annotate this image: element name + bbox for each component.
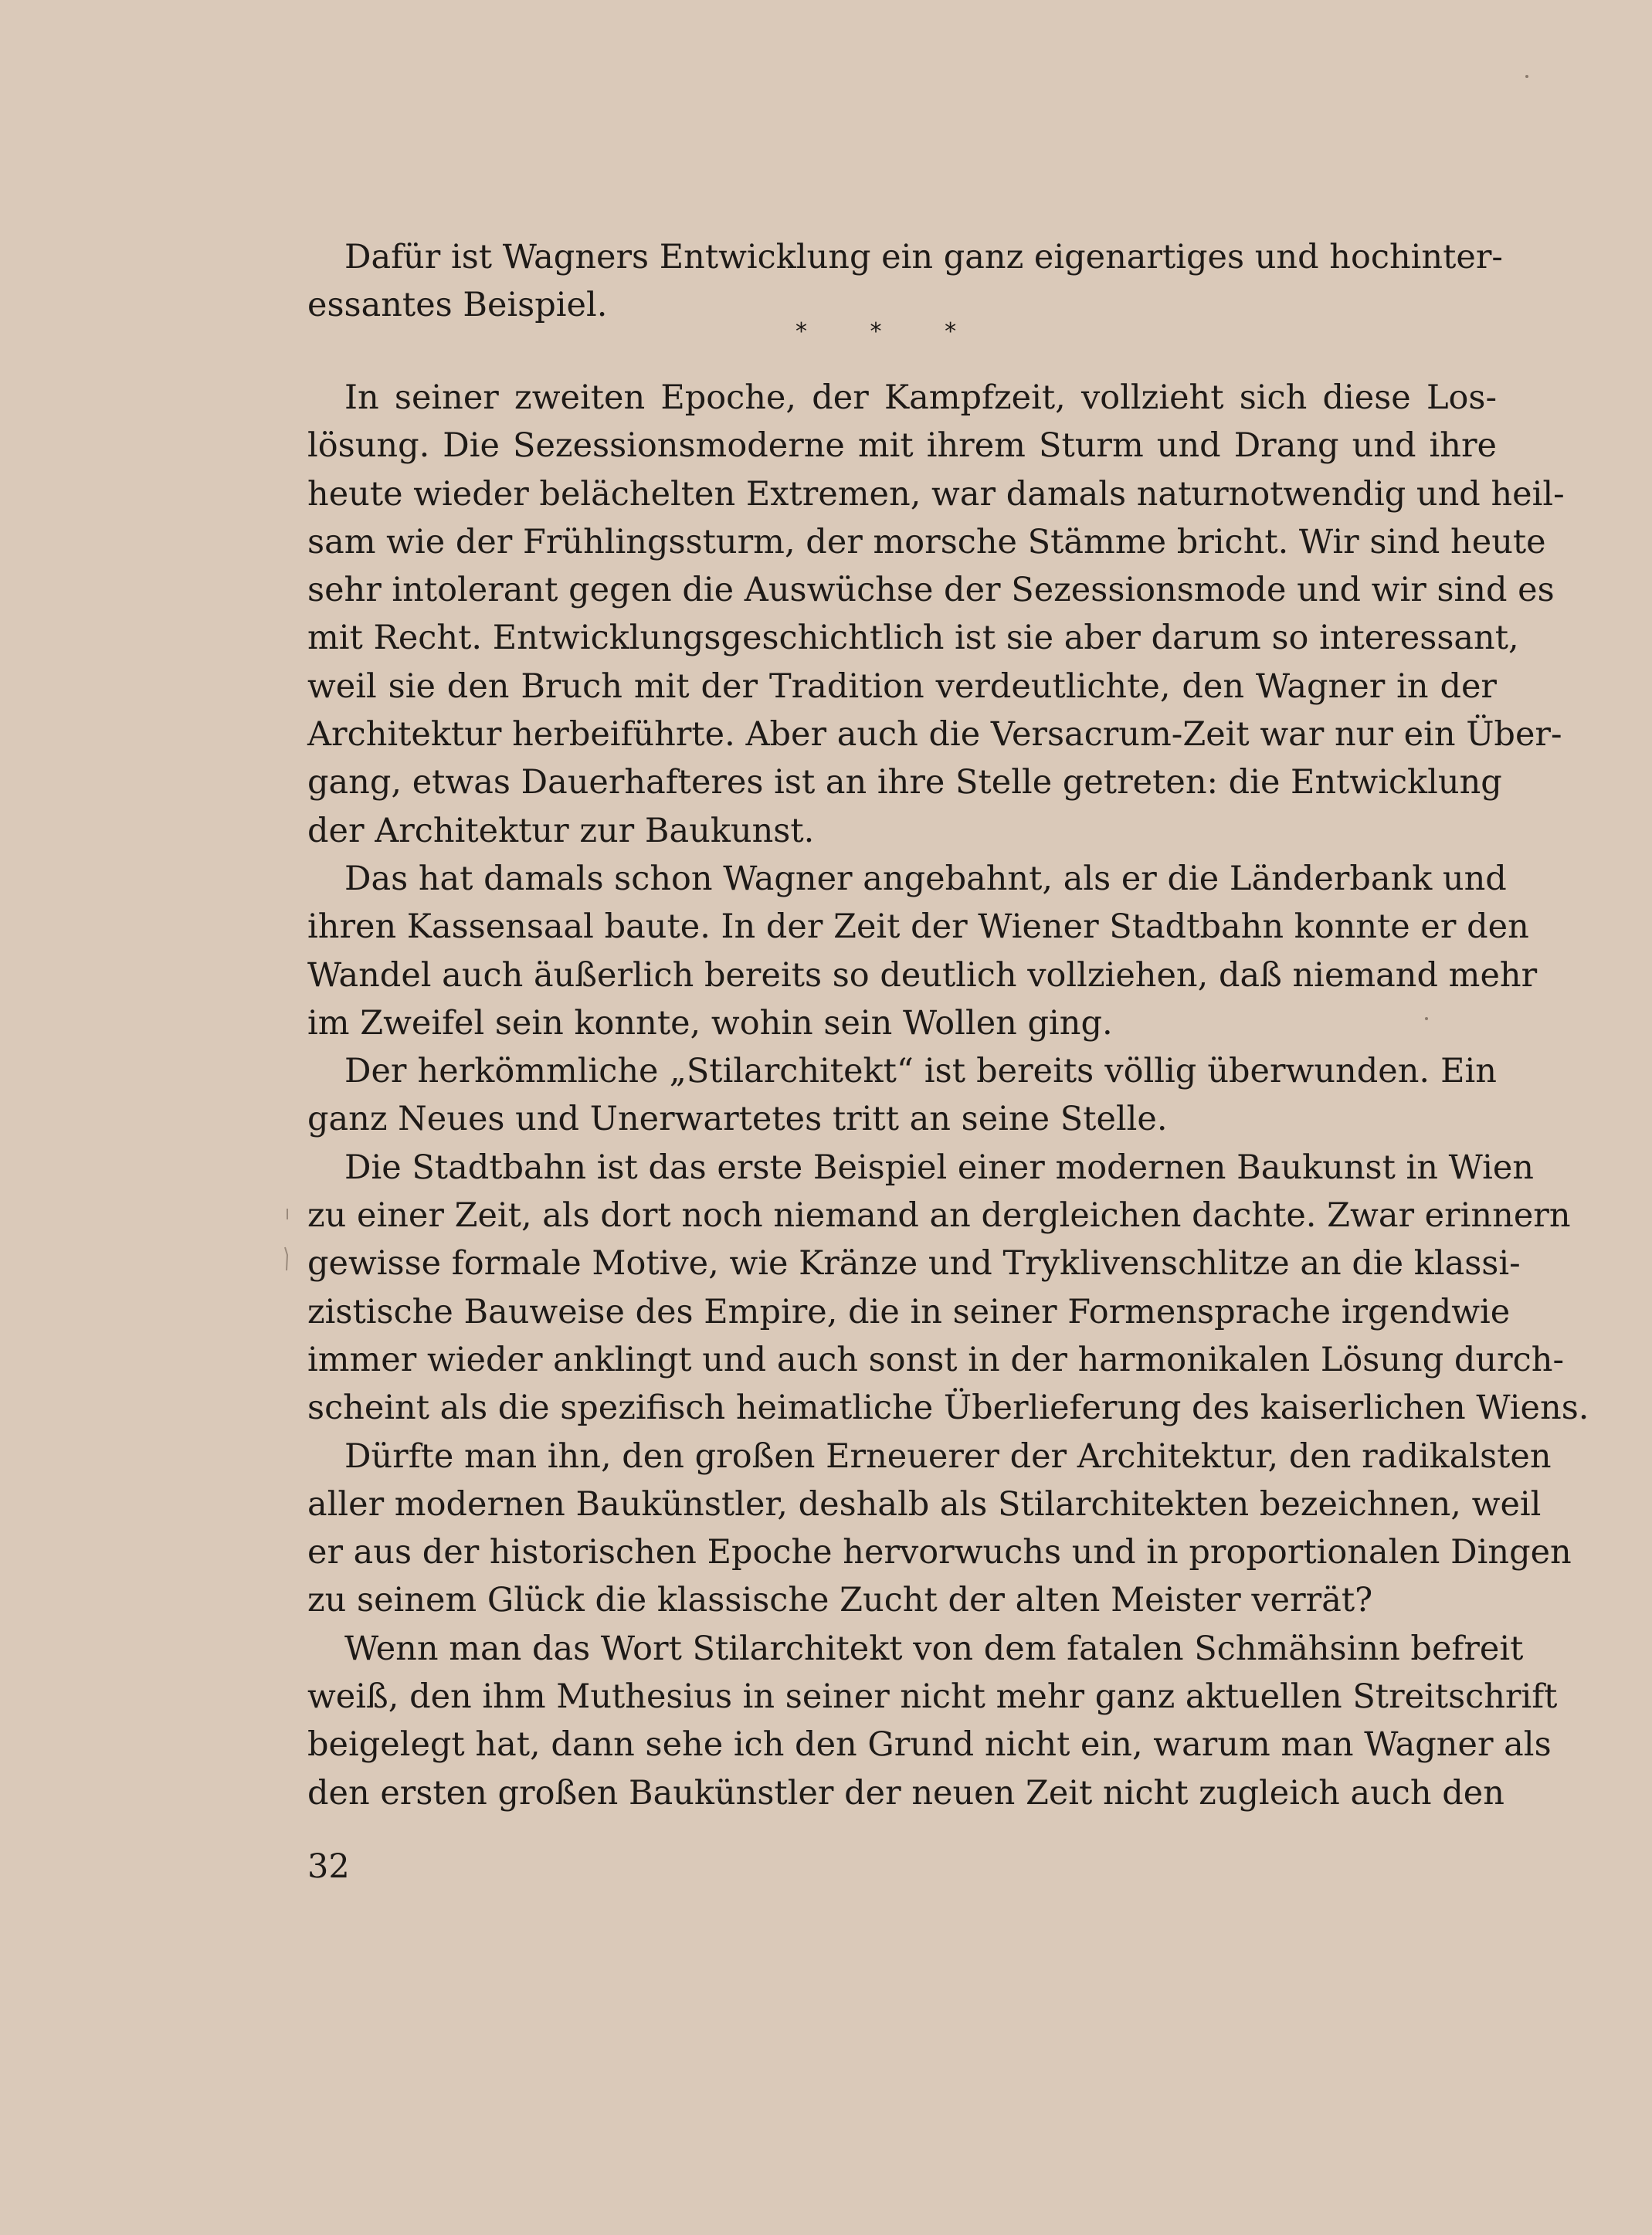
paper-speck bbox=[1425, 1017, 1428, 1020]
text-line: Dafür ist Wagners Entwicklung ein ganz eigenartiges und hochinter- bbox=[344, 238, 1503, 276]
text-line: weil sie den Bruch mit der Tradition verdeutlichte, den Wagner in der bbox=[307, 666, 1497, 706]
text-line: aller modernen Baukünstler, deshalb als Stilarchitekten bezeichnen, weil bbox=[307, 1484, 1542, 1524]
text-line: zu seinem Glück die klassische Zucht der alten Meister verrät? bbox=[307, 1581, 1373, 1620]
text-line: beigelegt hat, dann sehe ich den Grund nicht ein, warum man Wagner als bbox=[307, 1725, 1552, 1765]
margin-pencil-mark bbox=[284, 1209, 290, 1278]
text-line: sam wie der Frühlingssturm, der morsche Stämme bricht. Wir sind heute bbox=[307, 522, 1546, 561]
text-line: heute wieder belächelten Extremen, war damals naturnotwendig und heil- bbox=[307, 474, 1565, 514]
text-line: Wenn man das Wort Stilarchitekt von dem fatalen Schmähsinn befreit bbox=[344, 1629, 1524, 1668]
body-text bbox=[307, 374, 1589, 1817]
text-line: ganz Neues und Unerwartetes tritt an seine Stelle. bbox=[307, 1100, 1168, 1139]
text-line: im Zweifel sein konnte, wohin sein Wollen ging. bbox=[307, 1003, 1113, 1043]
paper-speck bbox=[1525, 75, 1528, 78]
text-line: weiß, den ihm Muthesius in seiner nicht mehr ganz aktuellen Streitschrift bbox=[307, 1677, 1558, 1717]
text-line: mit Recht. Entwicklungsgeschichtlich ist sie aber darum so interessant, bbox=[307, 619, 1519, 658]
text-line: zistische Bauweise des Empire, die in seiner Formensprache irgendwie bbox=[307, 1292, 1511, 1331]
text-line: Wandel auch äußerlich bereits so deutlich vollziehen, daß niemand mehr bbox=[307, 955, 1538, 995]
text-line: Die Stadtbahn ist das erste Beispiel einer modernen Baukunst in Wien bbox=[344, 1148, 1534, 1187]
text-line: ihren Kassensaal baute. In der Zeit der Wiener Stadtbahn konnte er den bbox=[307, 907, 1529, 947]
paragraph-intro bbox=[307, 233, 1503, 330]
text-line: In seiner zweiten Epoche, der Kampfzeit, vollzieht sich diese Los- bbox=[344, 378, 1497, 417]
text-line: gewisse formale Motive, wie Kränze und Tryklivenschlitze an die klassi- bbox=[307, 1244, 1521, 1284]
text-line: der Architektur zur Baukunst. bbox=[307, 811, 815, 850]
text-line: lösung. Die Sezessionsmoderne mit ihrem Sturm und Drang und ihre bbox=[307, 426, 1497, 466]
text-line: sehr intolerant gegen die Auswüchse der Sezessionsmode und wir sind es bbox=[307, 571, 1555, 610]
text-line: den ersten großen Baukünstler der neuen Zeit nicht zugleich auch den bbox=[307, 1773, 1504, 1813]
text-line: scheint als die spezifisch heimatliche Überlieferung des kaiserlichen Wiens. bbox=[307, 1389, 1589, 1428]
text-line: Der herkömmliche „Stilarchitekt“ ist bereits völlig überwunden. Ein bbox=[344, 1052, 1497, 1091]
text-line: er aus der historischen Epoche hervorwuchs und in proportionalen Dingen bbox=[307, 1533, 1572, 1572]
text-line: zu einer Zeit, als dort noch niemand an dergleichen dachte. Zwar erinnern bbox=[307, 1196, 1571, 1236]
text-line: Dürfte man ihn, den großen Erneuerer der Architektur, den radikalsten bbox=[344, 1436, 1552, 1476]
section-separator: * * * bbox=[795, 318, 957, 345]
text-line: immer wieder anklingt und auch sonst in der harmonikalen Lösung durch- bbox=[307, 1340, 1564, 1379]
text-line: Architektur herbeiführte. Aber auch die Versacrum-Zeit war nur ein Über- bbox=[307, 715, 1562, 755]
text-line: essantes Beispiel. bbox=[307, 286, 608, 325]
text-line: Das hat damals schon Wagner angebahnt, als er die Länderbank und bbox=[344, 859, 1507, 898]
text-line: gang, etwas Dauerhafteres ist an ihre Stelle getreten: die Entwicklung bbox=[307, 763, 1502, 802]
page-number: 32 bbox=[307, 1847, 350, 1886]
